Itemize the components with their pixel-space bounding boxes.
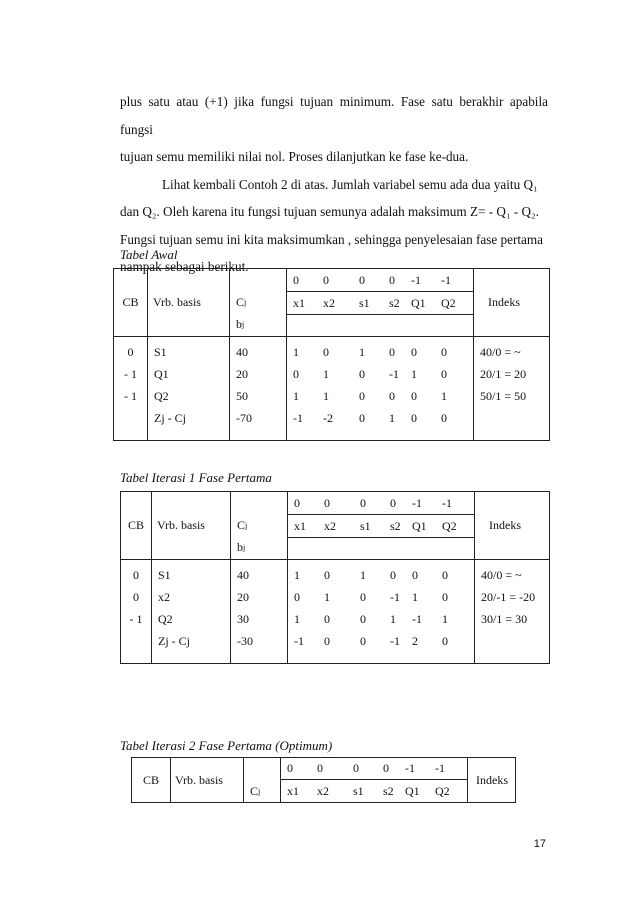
basis-cell: Q1 [154,366,169,381]
cj-header [244,758,281,803]
coef-cell: -1 [412,495,422,510]
coef-cell: 0 [293,272,299,287]
coef-cell: 0 [317,761,323,775]
value-cell: 0 [390,567,396,582]
table-caption: Tabel Awal [120,247,178,262]
table-caption: Tabel Iterasi 1 Fase Pertama [120,470,272,485]
basis-cell: Q2 [154,388,169,403]
var-cell: s2 [383,783,394,798]
b-cell: 30 [237,611,249,626]
var-cell: x2 [323,295,335,310]
b-cell: 40 [236,344,248,359]
simplex-table-iteration-1 [120,491,550,664]
var-cell: x1 [287,783,299,798]
cj-label: C j [250,783,261,798]
var-cell: Q2 [442,518,457,533]
coef-cell: 0 [390,495,396,510]
coef-header [281,758,468,803]
value-cell: -1 [294,633,304,648]
text-line: tujuan semu memiliki nilai nol. Proses dilanjutkan ke fase ke-dua. [120,149,469,164]
value-cell: 1 [360,567,366,582]
cj-header [230,269,287,337]
indeks-cell: 20/1 = 20 [480,366,527,381]
basis-header: Vrb. basis [148,269,230,337]
coef-cell: -1 [441,272,451,287]
var-cell: Q1 [405,783,420,798]
page-number: 17 [533,838,546,850]
basis-cell: Zj - Cj [158,633,190,648]
var-cell: Q2 [435,783,450,798]
value-cell: 1 [390,611,396,626]
basis-cell: Zj - Cj [154,410,186,425]
indeks-cell [475,630,549,652]
cb-header: CB [132,758,171,803]
coef-cell: 0 [294,495,300,510]
value-cell: 1 [389,410,395,425]
simplex-table-iteration-2 [131,757,516,803]
value-cell: 0 [359,366,365,381]
value-cell: 0 [324,633,330,648]
value-cell: 0 [411,410,417,425]
indeks-column [475,560,550,664]
text-line: Fungsi tujuan semu ini kita maksimumkan , sehingga penyelesaian fase pertama [120,231,543,247]
b-cell: 20 [236,366,248,381]
coef-cell: -1 [405,761,415,775]
value-cell: 0 [442,589,448,604]
b-cell: 40 [237,567,249,582]
value-cell: 1 [412,589,418,604]
basis-cell: x2 [158,589,170,604]
b-column [230,337,287,441]
coef-cell: 0 [360,495,366,510]
var-cell: s1 [359,295,370,310]
var-cell: Q1 [412,518,427,533]
var-cell: s2 [389,295,400,310]
value-cell: 0 [441,410,447,425]
value-row [287,363,473,385]
b-column [231,560,288,664]
bj-label: b j [237,539,246,554]
coef-row [281,758,467,780]
coef-cell: -1 [435,761,445,775]
cb-cell [114,407,147,429]
value-row [287,385,473,407]
value-cell: 2 [412,633,418,648]
value-cell: 1 [324,589,330,604]
table-body [121,560,550,664]
cj-header [231,492,288,560]
var-cell: x2 [324,518,336,533]
table-caption: Tabel Iterasi 2 Fase Pertama (Optimum) [120,738,333,753]
value-cell: 1 [411,366,417,381]
var-cell: Q2 [441,295,456,310]
value-cell: 1 [323,366,329,381]
basis-cell: Q2 [158,611,173,626]
cb-cell: - 1 [129,611,143,626]
value-cell: 0 [359,410,365,425]
var-cell: s2 [390,518,401,533]
coef-cell: 0 [324,495,330,510]
value-cell: 0 [411,344,417,359]
coef-cell: 0 [323,272,329,287]
basis-column [152,560,231,664]
indeks-column [474,337,550,441]
var-cell: x1 [294,518,306,533]
values-column [287,337,474,441]
coef-row [287,269,473,292]
value-cell: -2 [323,410,333,425]
value-cell: 0 [411,388,417,403]
coef-row [288,492,474,515]
value-cell: 0 [360,611,366,626]
value-row [288,564,474,586]
vars-row [288,515,474,538]
coef-cell: 0 [389,272,395,287]
body-paragraph [120,88,548,281]
basis-column [148,337,230,441]
value-cell: 1 [359,344,365,359]
cb-header: CB [121,492,152,560]
var-cell: s1 [360,518,371,533]
basis-header: Vrb. basis [152,492,231,560]
value-cell: 0 [441,344,447,359]
b-cell: 50 [236,388,248,403]
value-cell: 0 [360,589,366,604]
cb-cell: 0 [133,567,139,582]
indeks-header: Indeks [468,758,516,803]
cb-column [121,560,152,664]
value-cell: 0 [324,567,330,582]
cb-cell: 0 [127,344,134,359]
simplex-table-initial [113,268,550,441]
basis-header: Vrb. basis [171,758,244,803]
text-line: dan Q₂. Oleh karena itu fungsi tujuan semunya adalah maksimum Z= - Q₁ - Q₂. [120,204,539,219]
cj-label: C j [236,294,247,309]
coef-cell: -1 [411,272,421,287]
value-cell: -1 [293,410,303,425]
value-cell: 0 [323,344,329,359]
indeks-header: Indeks [474,269,550,337]
value-cell: 0 [294,589,300,604]
value-cell: 0 [293,366,299,381]
value-cell: 0 [359,388,365,403]
value-cell: 0 [442,567,448,582]
value-cell: 1 [293,344,299,359]
cb-header: CB [114,269,148,337]
value-row [287,407,473,429]
coef-cell: 0 [287,761,293,775]
indeks-cell: 30/1 = 30 [481,611,528,626]
basis-cell: S1 [158,567,171,582]
value-cell: -1 [389,366,399,381]
text-line: plus satu atau (+1) jika fungsi tujuan minimum. Fase satu berakhir apabila fungsi [120,94,548,137]
cb-cell: 0 [133,589,139,604]
value-cell: 0 [442,633,448,648]
var-cell: x1 [293,295,305,310]
value-cell: 0 [360,633,366,648]
value-cell: 1 [323,388,329,403]
cb-cell [121,630,151,652]
b-cell: -30 [237,633,253,648]
vars-row [281,780,467,802]
values-column [288,560,475,664]
value-cell: -1 [412,611,422,626]
text-line: Lihat kembali Contoh 2 di atas. Jumlah variabel semu ada dua yaitu Q₁ [162,176,538,192]
value-cell: -1 [390,633,400,648]
table-body [114,337,550,441]
cb-cell: - 1 [124,366,137,381]
coef-header [287,269,474,337]
indeks-cell: 50/1 = 50 [480,388,527,403]
value-cell: 0 [324,611,330,626]
indeks-cell [474,407,549,429]
coef-cell: 0 [353,761,359,775]
value-row [288,586,474,608]
value-cell: 1 [442,611,448,626]
b-cell: 20 [237,589,249,604]
value-row [288,630,474,652]
value-row [287,341,473,363]
value-cell: 1 [293,388,299,403]
value-cell: -1 [390,589,400,604]
indeks-cell: 20/-1 = -20 [481,589,536,604]
indeks-cell: 40/0 = ~ [480,344,521,359]
cb-column [114,337,148,441]
var-cell: x2 [317,783,329,798]
basis-cell: S1 [154,344,167,359]
value-cell: 1 [294,567,300,582]
indeks-cell: 40/0 = ~ [481,567,522,582]
value-row [288,608,474,630]
value-cell: 1 [441,388,447,403]
coef-cell: 0 [359,272,365,287]
value-cell: 0 [389,388,395,403]
var-cell: Q1 [411,295,426,310]
value-cell: 0 [389,344,395,359]
indeks-header: Indeks [475,492,550,560]
bj-label: b j [236,316,245,331]
value-cell: 0 [441,366,447,381]
b-cell: -70 [236,410,252,425]
coef-header [288,492,475,560]
coef-cell: -1 [442,495,452,510]
cb-cell: - 1 [124,388,137,403]
cj-label: C j [237,517,248,532]
coef-cell: 0 [383,761,389,775]
var-cell: s1 [353,783,364,798]
text-line: nampak sebagai berikut. [120,259,249,274]
value-cell: 1 [294,611,300,626]
vars-row [287,292,473,315]
value-cell: 0 [412,567,418,582]
